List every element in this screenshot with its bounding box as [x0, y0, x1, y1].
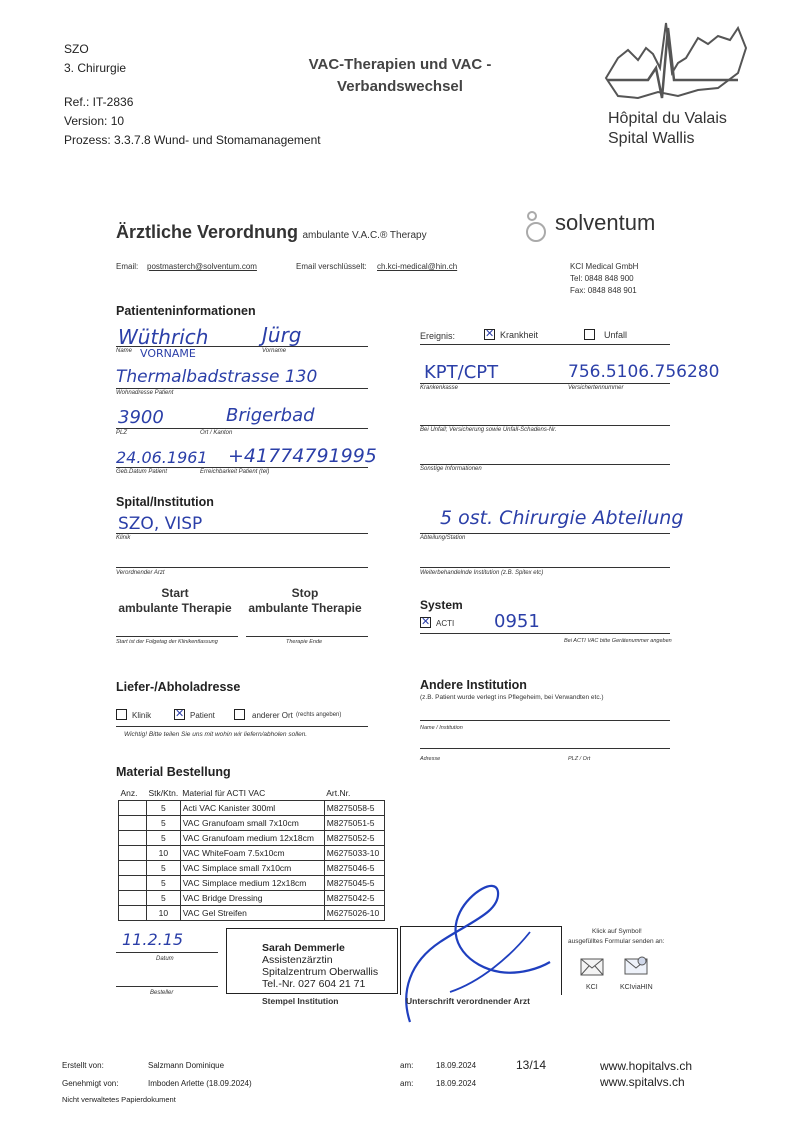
hospital-name-2: Spital Wallis — [608, 130, 695, 147]
col-material: Material für ACTI VAC — [180, 786, 324, 801]
material-row — [119, 891, 385, 906]
material-cell: VAC Bridge Dressing — [180, 891, 324, 906]
header-version: Version: 10 — [64, 114, 125, 128]
date-2: 18.09.2024 — [436, 1079, 477, 1088]
andere-note: (z.B. Patient wurde verlegt ins Pflegeheim, bei Verwandten etc.) — [420, 694, 604, 701]
material-cell: VAC Simplace small 7x10cm — [180, 861, 324, 876]
sonstige-line — [420, 464, 670, 465]
arzt-label: Verordnender Arzt — [116, 570, 165, 576]
system-nr-value[interactable]: 0951 — [494, 611, 540, 632]
vorname-label: Vorname — [262, 348, 287, 354]
col-anz: Anz. — [119, 786, 147, 801]
artnr-cell: M8275052-5 — [324, 831, 384, 846]
email-label: Email: — [116, 262, 139, 271]
start-label: Start ist der Folgetag der Klinikentlassung — [116, 639, 218, 645]
created-label: Erstellt von: — [62, 1061, 104, 1070]
liefer-klinik-checkbox[interactable] — [116, 709, 127, 720]
liefer-patient-checkbox[interactable] — [174, 709, 185, 720]
start-title-2: ambulante Therapie — [118, 601, 232, 615]
liefer-section-title: Liefer-/Abholadresse — [116, 680, 241, 694]
dob-line — [116, 467, 368, 468]
artnr-cell: M6275033-10 — [324, 846, 384, 861]
dob-label: Geb.Datum Patient — [116, 469, 168, 475]
stk-cell: 5 — [147, 831, 181, 846]
form-title — [116, 222, 427, 243]
stk-cell: 5 — [147, 891, 181, 906]
send-note-2: ausgefülltes Formular senden an: — [568, 938, 665, 945]
andere-name-line — [420, 720, 670, 721]
title-line-1: VAC-Therapien und VAC - — [308, 56, 492, 73]
stamp-text — [262, 942, 378, 990]
address-line — [116, 388, 368, 389]
anz-cell[interactable] — [119, 816, 147, 831]
phone-label: Erreichbarkeit Patient (tel) — [200, 469, 270, 475]
patient-section-title: Patienteninformationen — [116, 304, 256, 318]
patient-vorname-value[interactable]: Jürg — [262, 323, 302, 347]
date-label: Datum — [156, 956, 174, 962]
artnr-cell: M8275045-5 — [324, 876, 384, 891]
krankheit-label: Krankheit — [500, 330, 539, 340]
weiter-line — [420, 567, 670, 568]
stamp-role: Assistenzärztin — [262, 954, 333, 966]
unfall-info-label: Bei Unfall; Versicherung sowie Unfall-Schadens-Nr. — [420, 427, 557, 433]
artnr-cell: M8275051-5 — [324, 816, 384, 831]
company-tel: Tel: 0848 848 900 — [570, 274, 634, 283]
artnr-cell: M8275058-5 — [324, 801, 384, 816]
patient-ort-value[interactable]: Brigerbad — [226, 405, 315, 426]
date-1: 18.09.2024 — [436, 1061, 477, 1070]
anz-cell[interactable] — [119, 846, 147, 861]
sonstige-label: Sonstige Informationen — [420, 466, 482, 472]
plz-label: PLZ — [116, 430, 128, 436]
andere-adresse-label: Adresse — [420, 756, 441, 762]
start-title-1: Start — [161, 586, 189, 600]
stamp-name: Sarah Demmerle — [262, 942, 345, 954]
andere-section-title: Andere Institution — [420, 678, 527, 692]
stamp-label: Stempel Institution — [262, 996, 339, 1006]
material-cell: VAC Granufoam small 7x10cm — [180, 816, 324, 831]
material-row — [119, 816, 385, 831]
liefer-anderer-checkbox[interactable] — [234, 709, 245, 720]
acti-checkbox[interactable] — [420, 617, 431, 628]
ereignis-line — [420, 344, 670, 345]
patient-name-value[interactable]: Wüthrich — [118, 325, 209, 349]
material-cell: VAC WhiteFoam 7.5x10cm — [180, 846, 324, 861]
material-cell: VAC Gel Streifen — [180, 906, 324, 921]
approved-label: Genehmigt von: — [62, 1079, 119, 1088]
stk-cell: 5 — [147, 861, 181, 876]
form-title-sub: ambulante V.A.C.® Therapy — [302, 230, 427, 241]
header-dept: SZO — [64, 42, 89, 56]
stop-title — [240, 586, 370, 616]
arzt-line — [116, 567, 368, 568]
hin-email-icon[interactable] — [624, 956, 648, 976]
email-enc-label: Email verschlüsselt: — [296, 262, 367, 271]
material-header-row — [119, 786, 385, 801]
klinik-value[interactable]: SZO, VISP — [118, 514, 203, 534]
col-artnr: Art.Nr. — [324, 786, 384, 801]
name-label: Name — [116, 348, 133, 354]
patient-phone-value[interactable]: +41774791995 — [228, 445, 377, 467]
krankheit-checkbox[interactable] — [484, 329, 495, 340]
created-by: Salzmann Dominique — [148, 1061, 225, 1070]
form-title-main: Ärztliche Verordnung — [116, 222, 299, 242]
address-label: Wohnadresse Patient — [116, 390, 174, 396]
stop-line — [246, 636, 368, 637]
stk-cell: 10 — [147, 906, 181, 921]
material-row — [119, 876, 385, 891]
send-note-1: Klick auf Symbol! — [592, 928, 642, 935]
liefer-anderer-label: anderer Ort — [252, 711, 293, 720]
start-line — [116, 636, 238, 637]
anz-cell[interactable] — [119, 876, 147, 891]
date-line — [116, 952, 218, 953]
besteller-line — [116, 986, 218, 987]
material-row — [119, 801, 385, 816]
document-title — [270, 54, 530, 98]
stk-cell: 5 — [147, 801, 181, 816]
url-spital[interactable]: www.spitalvs.ch — [600, 1075, 685, 1089]
stop-title-1: Stop — [291, 586, 319, 600]
hospital-name-1: Hôpital du Valais — [608, 110, 727, 127]
ereignis-label: Ereignis: — [420, 331, 456, 341]
artnr-cell: M8275042-5 — [324, 891, 384, 906]
material-cell: VAC Granufoam medium 12x18cm — [180, 831, 324, 846]
patient-address-value[interactable]: Thermalbadstrasse 130 — [116, 367, 318, 387]
system-line — [420, 633, 670, 634]
kasse-value[interactable]: KPT/CPT — [424, 362, 499, 383]
company-name: KCI Medical GmbH — [570, 262, 639, 271]
system-section-title: System — [420, 598, 463, 612]
anz-cell[interactable] — [119, 831, 147, 846]
approved-by: Imboden Arlette (18.09.2024) — [148, 1079, 252, 1088]
page-number: 13/14 — [516, 1058, 547, 1072]
stop-title-2: ambulante Therapie — [248, 601, 362, 615]
start-title — [110, 586, 240, 616]
unfall-label: Unfall — [604, 330, 628, 340]
kasse-line — [420, 383, 670, 384]
unfall-checkbox[interactable] — [584, 329, 595, 340]
hospital-logo-icon — [598, 18, 748, 110]
send-hin-label: KCIviaHIN — [620, 984, 653, 991]
footer-note: Nicht verwaltetes Papierdokument — [62, 1095, 176, 1104]
unfall-info-line — [420, 425, 670, 426]
weiter-label: Weiterbehandelnde Institution (z.B. Spitex etc) — [420, 570, 544, 576]
url-hopital[interactable]: www.hopitalvs.ch — [600, 1059, 693, 1073]
stk-cell: 5 — [147, 876, 181, 891]
company-fax: Fax: 0848 848 901 — [570, 286, 637, 295]
andere-plz-label: PLZ / Ort — [568, 756, 591, 762]
ort-label: Ort / Kanton — [200, 430, 233, 436]
abteilung-label: Abteilung/Station — [420, 535, 466, 541]
stamp-tel: Tel.-Nr. 027 604 21 71 — [262, 978, 366, 990]
solventum-logo-icon — [522, 208, 550, 244]
abteilung-line — [420, 533, 670, 534]
liefer-note: Wichtig! Bitte teilen Sie uns mit wohin wir liefern/abholen sollen. — [124, 731, 308, 738]
acti-label: ACTI — [436, 619, 455, 628]
liefer-line — [116, 726, 368, 727]
stk-cell: 10 — [147, 846, 181, 861]
plz-line — [116, 428, 368, 429]
material-row — [119, 861, 385, 876]
liefer-klinik-label: Klinik — [132, 711, 152, 720]
col-stk: Stk/Ktn. — [147, 786, 181, 801]
stk-cell: 5 — [147, 816, 181, 831]
am-label-2: am: — [400, 1079, 414, 1088]
am-label-1: am: — [400, 1061, 414, 1070]
spital-section-title: Spital/Institution — [116, 495, 214, 509]
vers-nr-value[interactable]: 756.5106.756280 — [568, 362, 720, 382]
artnr-cell: M8275046-5 — [324, 861, 384, 876]
andere-name-label: Name / Institution — [420, 725, 463, 731]
anz-cell[interactable] — [119, 906, 147, 921]
system-note: Bei ACTI VAC bitte Gerätenummer angeben — [564, 638, 672, 644]
header-subdept: 3. Chirurgie — [64, 61, 127, 75]
besteller-label: Besteller — [150, 990, 174, 996]
klinik-label: Klinik — [116, 535, 131, 541]
title-line-2: Verbandswechsel — [337, 78, 463, 95]
stamp-org: Spitalzentrum Oberwallis — [262, 966, 379, 978]
kci-email-icon[interactable] — [580, 958, 604, 976]
klinik-line — [116, 533, 368, 534]
anz-cell[interactable] — [119, 861, 147, 876]
material-cell: VAC Simplace medium 12x18cm — [180, 876, 324, 891]
vorname-extra: VORNAME — [140, 347, 196, 360]
material-cell: Acti VAC Kanister 300ml — [180, 801, 324, 816]
material-row — [119, 846, 385, 861]
material-section-title: Material Bestellung — [116, 765, 231, 779]
signature-scribble-icon — [390, 872, 560, 1032]
anz-cell[interactable] — [119, 801, 147, 816]
material-row — [119, 831, 385, 846]
anz-cell[interactable] — [119, 891, 147, 906]
patient-dob-value[interactable]: 24.06.1961 — [116, 448, 208, 467]
header-ref: Ref.: IT-2836 — [64, 95, 134, 109]
artnr-cell: M6275026-10 — [324, 906, 384, 921]
brand-name: solventum — [555, 210, 656, 235]
signature-label: Unterschrift verordnender Arzt — [406, 996, 530, 1006]
email-link[interactable]: postmasterch@solventum.com — [147, 262, 257, 271]
header-process: Prozess: 3.3.7.8 Wund- und Stomamanagement — [64, 133, 321, 147]
patient-plz-value[interactable]: 3900 — [118, 407, 164, 428]
material-row — [119, 906, 385, 921]
liefer-anderer-note: (rechts angeben) — [296, 712, 342, 718]
email-enc-link[interactable]: ch.kci-medical@hin.ch — [377, 262, 458, 271]
material-table — [118, 786, 385, 921]
kasse-label: Krankenkasse — [420, 385, 459, 391]
vers-nr-label: Versichertennummer — [568, 385, 624, 391]
order-date-value[interactable]: 11.2.15 — [122, 930, 184, 949]
liefer-patient-label: Patient — [190, 711, 215, 720]
abteilung-value[interactable]: 5 ost. Chirurgie Abteilung — [440, 507, 684, 529]
stop-label: Therapie Ende — [286, 639, 323, 645]
andere-adresse-line — [420, 748, 670, 749]
send-kci-label: KCI — [586, 984, 598, 991]
